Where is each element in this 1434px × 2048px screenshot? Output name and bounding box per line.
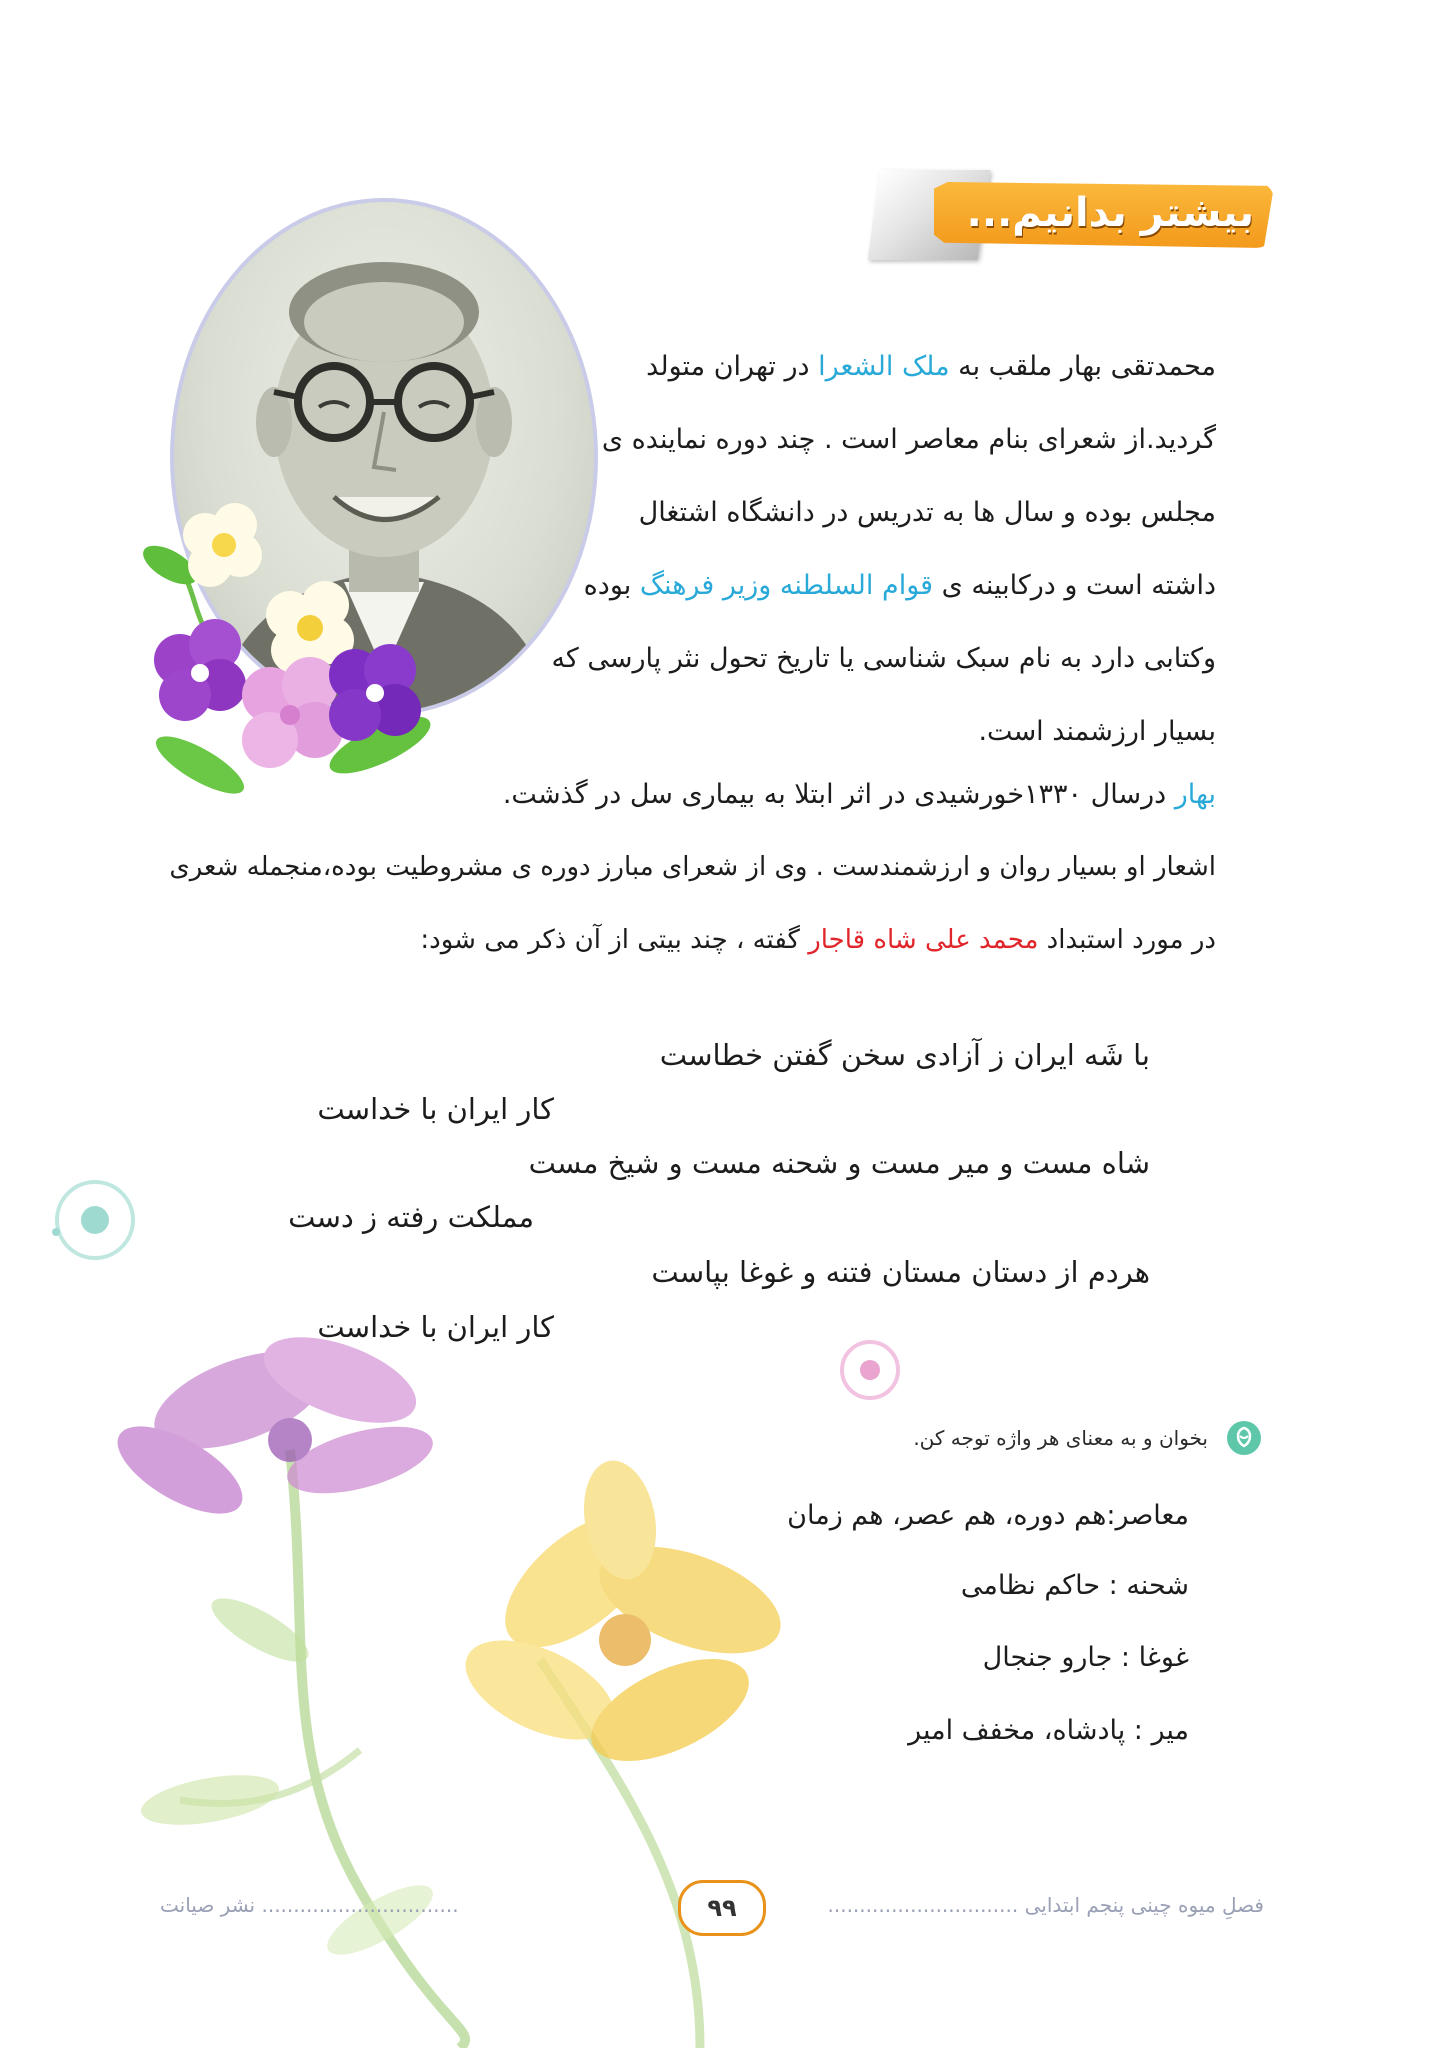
bio-highlight-shah: محمد علی شاه قاجار — [808, 925, 1039, 955]
poem-line: کار ایران با خداست — [317, 1310, 554, 1344]
decorative-circle-icon — [830, 1330, 910, 1410]
bio-line-5: وکتابی دارد به نام سبک شناسی یا تاریخ تحول نثر پارسی که — [551, 643, 1216, 674]
poem-line: مملکت رفته ز دست — [288, 1200, 534, 1234]
instruction-text: بخوان و به معنای هر واژه توجه کن. — [913, 1426, 1208, 1450]
footer-book-title: فصلِ میوه چینی پنجم ابتدایی .............................. — [827, 1893, 1264, 1917]
bio-line-7 — [503, 758, 1216, 831]
bio-highlight-bahar: بهار — [1174, 779, 1216, 810]
bio-text: درسال ۱۳۳۰خورشیدی در اثر ابتلا به بیماری سل در گذشت. — [502, 779, 1175, 810]
vocab-item: معاصر:هم دوره، هم عصر، هم زمان — [787, 1500, 1189, 1531]
flower-illustration — [60, 1330, 880, 2048]
poem-line: هردم از دستان مستان فتنه و غوغا بپاست — [651, 1255, 1150, 1289]
vocab-item: غوغا : جارو جنجال — [982, 1642, 1189, 1673]
bio-line-2: گردید.از شعرای بنام معاصر است . چند دوره نماینده ی — [601, 424, 1216, 455]
bio-text: در مورد استبداد — [1038, 925, 1216, 955]
bio-text: در تهران متولد — [646, 351, 819, 382]
bio-line-9 — [420, 904, 1216, 977]
rose-icon — [1226, 1420, 1262, 1456]
bio-text: داشته است و درکابینه ی — [933, 570, 1216, 601]
bio-highlight-title: ملک الشعرا — [818, 351, 950, 382]
banner-title: بیشتر بدانیم... — [966, 190, 1254, 236]
footer-publisher: نشر صیانت ............................... — [160, 1893, 459, 1917]
flower-bouquet-icon — [140, 495, 440, 795]
bio-text: گفته ، چند بیتی از آن ذکر می شود: — [420, 925, 809, 955]
section-banner — [854, 170, 1274, 260]
vocab-item: میر : پادشاه، مخفف امیر — [908, 1715, 1189, 1746]
decorative-circle-icon — [40, 1170, 140, 1270]
poem-line: با شَه ایران ز آزادی سخن گفتن خطاست — [659, 1038, 1150, 1072]
poem-line: شاه مست و میر مست و شحنه مست و شیخ مست — [528, 1146, 1150, 1180]
bio-text: محمدتقی بهار ملقب به — [949, 351, 1216, 382]
bio-highlight-name: قوام السلطنه وزیر فرهنگ — [639, 570, 934, 601]
bio-line-8: اشعار او بسیار روان و ارزشمندست . وی از شعرای مبارز دوره ی مشروطیت بوده،منجمله شعری — [169, 852, 1216, 882]
vocab-item: شحنه : حاکم نظامی — [960, 1570, 1189, 1601]
page-number: ۹۹ — [678, 1880, 766, 1936]
bio-text: بوده — [583, 570, 640, 601]
bio-line-3: مجلس بوده و سال ها به تدریس در دانشگاه اشتغال — [638, 497, 1216, 528]
bio-line-1 — [646, 330, 1216, 403]
bio-line-6: بسیار ارزشمند است. — [978, 716, 1216, 747]
bio-line-4 — [584, 549, 1216, 622]
poem-line: کار ایران با خداست — [317, 1092, 554, 1126]
